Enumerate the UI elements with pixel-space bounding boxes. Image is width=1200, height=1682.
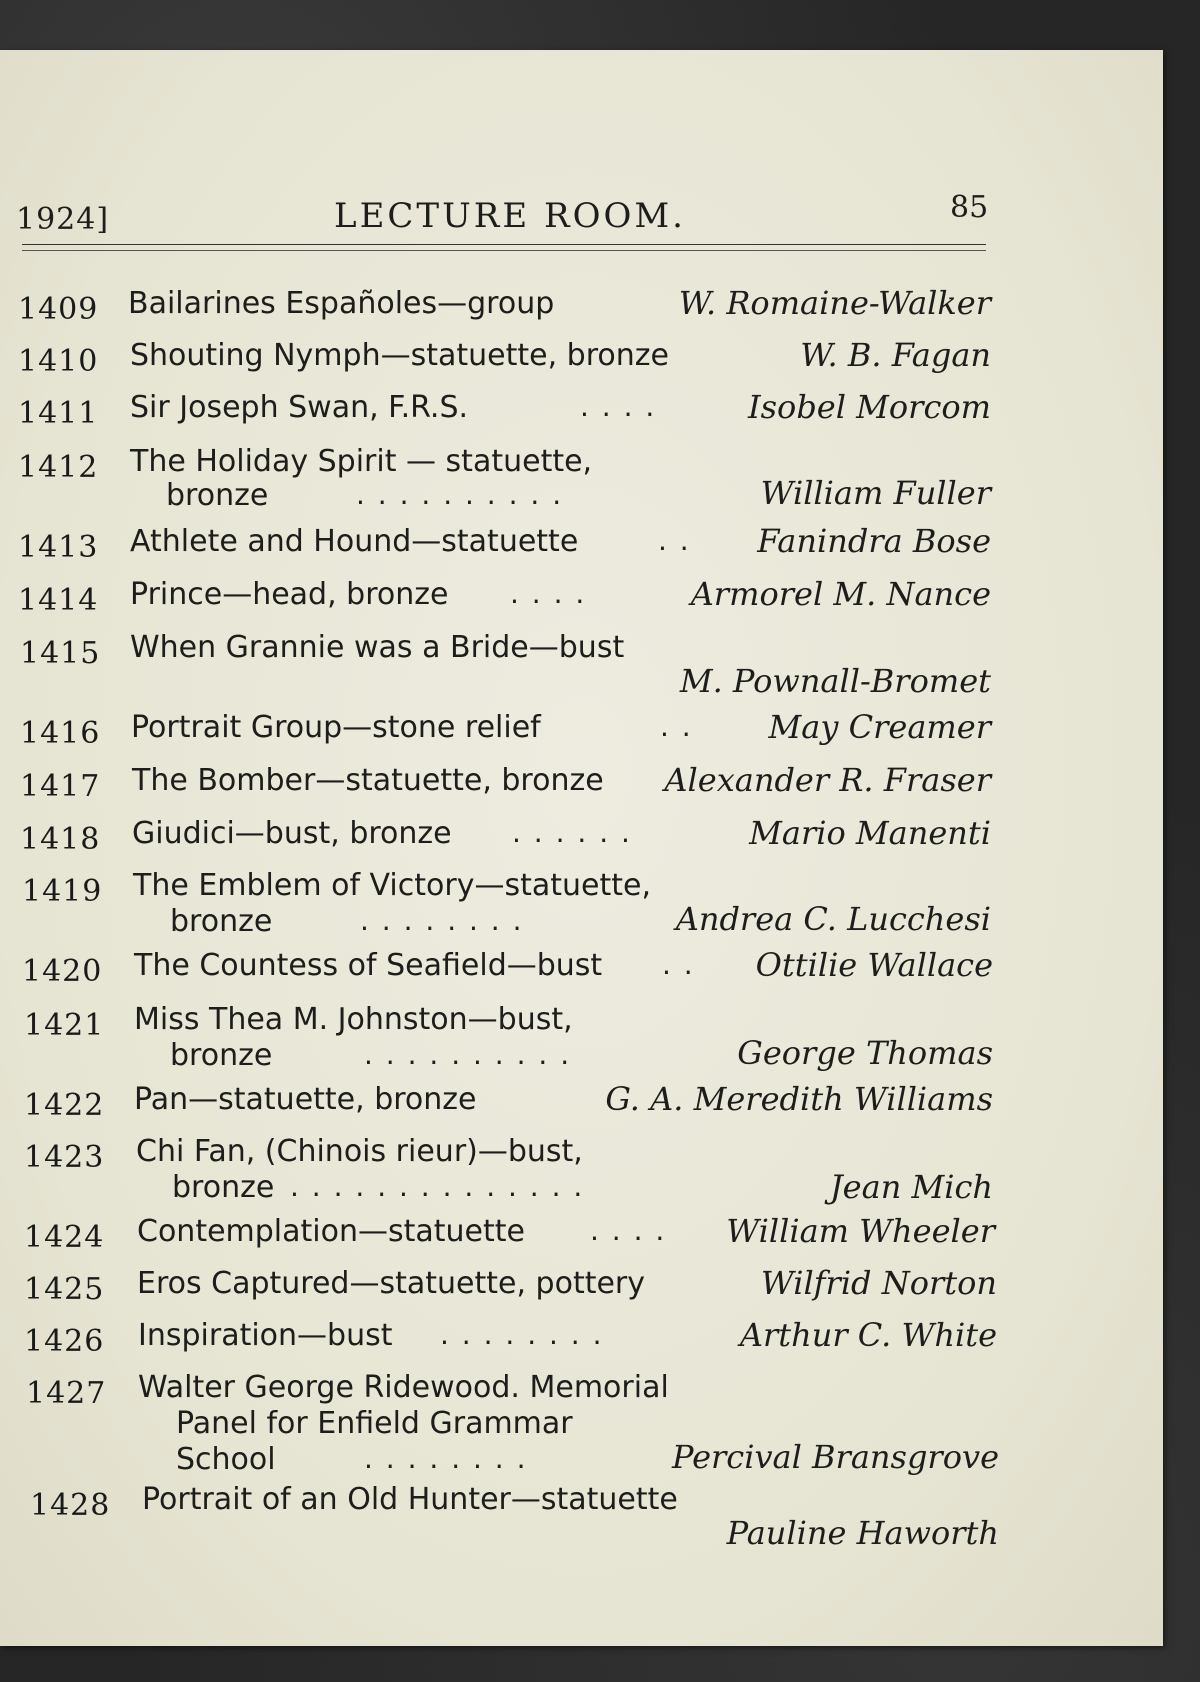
entry-artist: Fanindra Bose (757, 522, 991, 560)
page-number: 85 (950, 190, 989, 225)
entry-artist: Wilfrid Norton (760, 1264, 997, 1302)
entry-number: 1415 (20, 636, 101, 671)
entry-artist: May Creamer (768, 708, 991, 746)
entry-artist: William Fuller (760, 474, 991, 512)
entry-artist: Percival Bransgrove (671, 1438, 999, 1476)
entry-artist: W. Romaine-Walker (678, 284, 991, 322)
entry-artist: G. A. Meredith Williams (605, 1080, 993, 1118)
entry-number: 1409 (18, 292, 99, 327)
entry-artist: William Wheeler (726, 1212, 995, 1250)
entry-number: 1418 (20, 822, 101, 857)
dot-leader: . . . . . . . . (364, 1442, 528, 1475)
entry-number: 1414 (18, 583, 99, 618)
dot-leader: . . . . (510, 577, 587, 610)
entry-title: Portrait Group—stone relief (131, 710, 541, 745)
entry-number: 1410 (18, 344, 99, 379)
header-rule (22, 244, 986, 245)
entry-number: 1411 (18, 396, 99, 431)
entry-title: Eros Captured—statuette, pottery (137, 1266, 646, 1301)
entry-title-continuation: Panel for Enfield Grammar (176, 1406, 573, 1441)
entry-number: 1412 (18, 450, 99, 485)
dot-leader: . . . . . . . . . . (356, 478, 564, 511)
entry-artist: George Thomas (737, 1034, 993, 1072)
entry-number: 1420 (22, 954, 103, 989)
entry-artist: Isobel Morcom (747, 388, 991, 426)
dot-leader: . . . . . . . . (440, 1318, 604, 1351)
entry-title-continuation: bronze (172, 1170, 275, 1205)
dot-leader: . . . . (590, 1214, 667, 1247)
entry-artist: M. Pownall-Bromet (679, 662, 991, 700)
entry-number: 1426 (24, 1324, 105, 1359)
entry-number: 1419 (22, 874, 103, 909)
entry-title: Giudici—bust, bronze (132, 816, 452, 851)
dot-leader: . . . . (580, 390, 657, 423)
entry-number: 1416 (20, 716, 101, 751)
entry-number: 1423 (24, 1140, 105, 1175)
dot-leader: . . . . . . . . . . (364, 1038, 572, 1071)
page-title: LECTURE ROOM. (334, 196, 686, 236)
entry-title-continuation: bronze (170, 1038, 273, 1073)
entry-title: Walter George Ridewood. Memorial (138, 1370, 669, 1405)
dot-leader: . . . . . . . . . . . . . . (290, 1170, 585, 1203)
entry-number: 1424 (24, 1220, 105, 1255)
entry-title: The Holiday Spirit — statuette, (130, 444, 593, 479)
entry-artist: Alexander R. Fraser (664, 761, 991, 799)
dot-leader: . . . . . . (512, 816, 632, 849)
entry-title: Bailarines Españoles—group (128, 286, 555, 321)
entry-title: The Emblem of Victory—statuette, (133, 868, 651, 903)
entry-artist: W. B. Fagan (800, 336, 991, 374)
entry-number: 1421 (24, 1008, 105, 1043)
entry-title: Contemplation—statuette (137, 1214, 525, 1249)
entry-title: Inspiration—bust (138, 1318, 393, 1353)
dot-leader: . . . . . . . . (360, 904, 524, 937)
entry-number: 1428 (30, 1488, 111, 1523)
dot-leader: . . (658, 524, 691, 557)
entry-title-continuation: School (176, 1442, 276, 1477)
entry-artist: Andrea C. Lucchesi (675, 900, 991, 938)
entry-number: 1425 (24, 1272, 105, 1307)
entry-artist: Arthur C. White (739, 1316, 997, 1354)
catalogue-page (0, 50, 1163, 1646)
entry-artist: Jean Mich (829, 1168, 993, 1206)
entry-title: Portrait of an Old Hunter—statuette (142, 1482, 678, 1517)
entry-artist: Ottilie Wallace (755, 946, 993, 984)
header-year: 1924] (16, 202, 110, 237)
entry-title: The Bomber—statuette, bronze (132, 763, 604, 798)
entry-title-continuation: bronze (166, 478, 269, 513)
entry-title: Chi Fan, (Chinois rieur)—bust, (136, 1134, 583, 1169)
page-header (0, 190, 1000, 250)
header-rule-secondary (22, 250, 986, 251)
entry-title: Shouting Nymph—statuette, bronze (130, 338, 669, 373)
entry-number: 1427 (26, 1376, 107, 1411)
entry-number: 1417 (20, 769, 101, 804)
entry-title: When Grannie was a Bride—bust (130, 630, 625, 665)
entry-number: 1422 (24, 1088, 105, 1123)
entry-title: Pan—statuette, bronze (134, 1082, 477, 1117)
entry-title: Miss Thea M. Johnston—bust, (134, 1002, 573, 1037)
entry-number: 1413 (18, 530, 99, 565)
entry-title: Prince—head, bronze (130, 577, 449, 612)
dot-leader: . . (662, 948, 695, 981)
entry-artist: Pauline Haworth (726, 1514, 999, 1552)
entry-title-continuation: bronze (170, 904, 273, 939)
dot-leader: . . (660, 710, 693, 743)
entry-title: The Countess of Seafield—bust (134, 948, 603, 983)
entry-title: Sir Joseph Swan, F.R.S. (130, 390, 469, 425)
entry-title: Athlete and Hound—statuette (130, 524, 579, 559)
entry-artist: Armorel M. Nance (690, 575, 991, 613)
entry-artist: Mario Manenti (749, 814, 991, 852)
